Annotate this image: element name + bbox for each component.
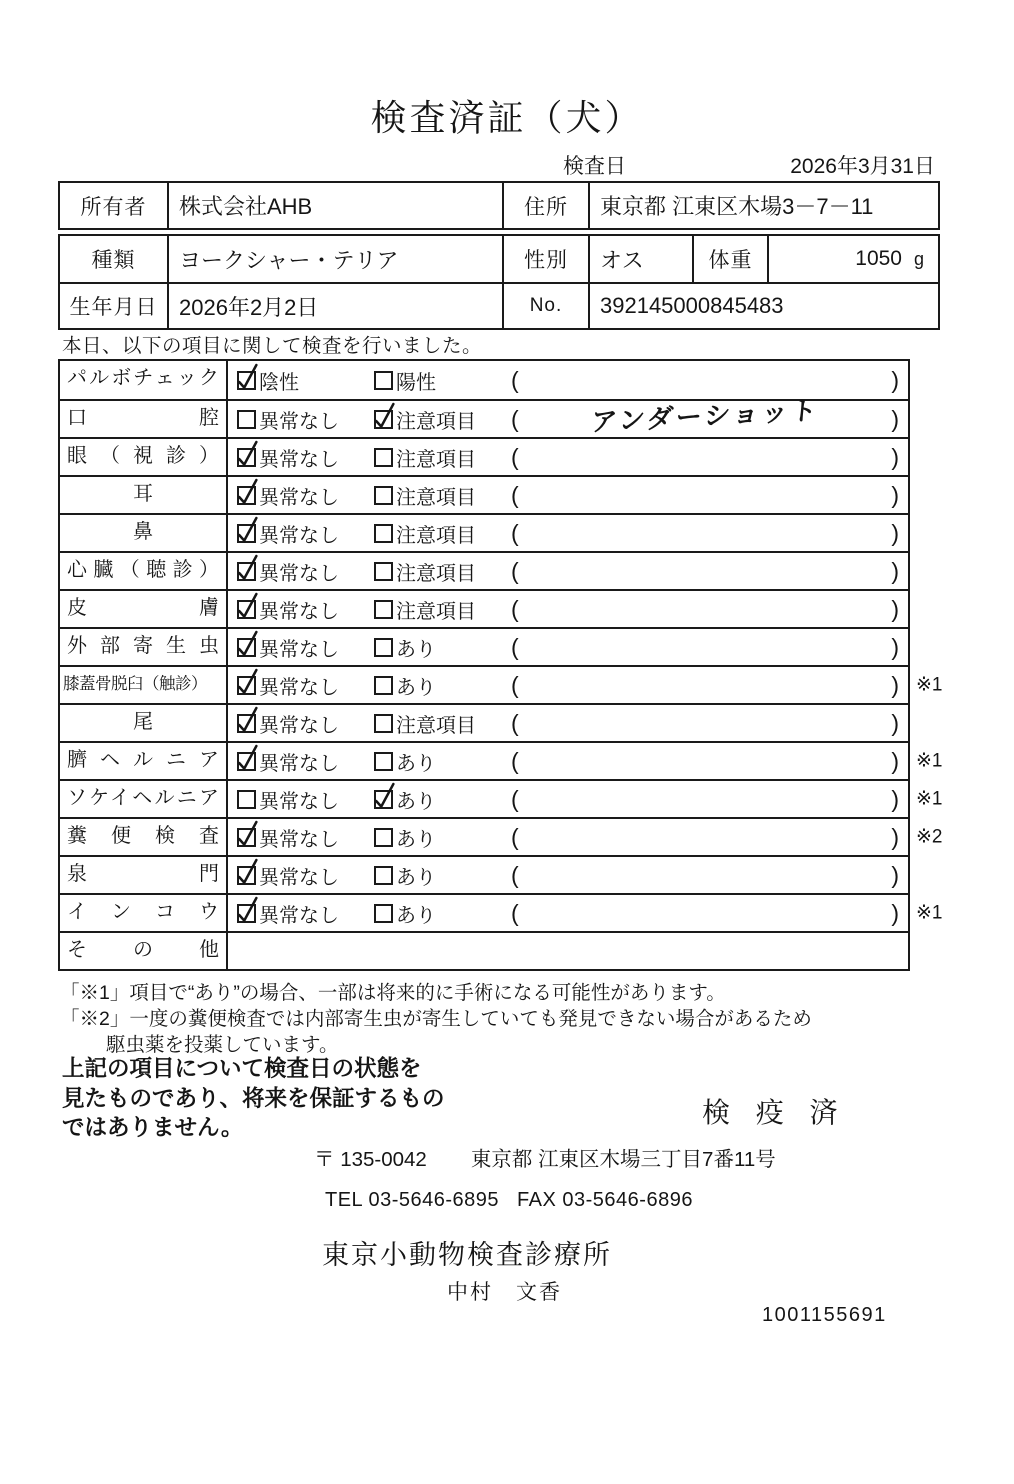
exam-option-1-label: 異常なし	[259, 562, 339, 585]
exam-item-label: 皮膚	[60, 591, 228, 627]
checkbox-icon	[374, 486, 393, 505]
exam-item-label: ソケイヘルニア	[60, 781, 228, 817]
exam-option-1-label: 異常なし	[259, 410, 339, 433]
exam-option-2	[374, 671, 511, 700]
exam-row	[60, 551, 908, 589]
birth-label: 生年月日	[69, 296, 158, 319]
footnote-1: 「※1」項目で“あり”の場合、一部は将来的に手術になる可能性があります。	[60, 982, 726, 1004]
no-label: No.	[502, 284, 588, 328]
exam-option-1-label: 異常なし	[259, 676, 339, 699]
remarks-area	[511, 596, 908, 623]
checkbox-icon	[374, 410, 393, 429]
checkbox-icon	[374, 790, 393, 809]
exam-row	[60, 779, 943, 817]
exam-option-1-label: 異常なし	[259, 790, 339, 813]
exam-option-1	[237, 709, 374, 738]
exam-option-2	[374, 747, 511, 776]
check-mark-icon	[236, 865, 258, 887]
exam-item-label: 外部寄生虫	[60, 629, 228, 665]
inspection-date-label: 検査日	[563, 155, 626, 178]
close-paren: )	[891, 747, 899, 774]
close-paren: )	[891, 405, 899, 432]
checkbox-icon	[237, 486, 256, 505]
checkbox-icon	[237, 790, 256, 809]
exam-option-1	[237, 633, 374, 662]
handwritten-remark: アンダーショット	[589, 394, 821, 437]
checkbox-icon	[237, 562, 256, 581]
check-mark-icon	[236, 751, 258, 773]
close-paren: )	[891, 443, 899, 470]
open-paren: (	[511, 443, 519, 470]
exam-option-2	[374, 823, 511, 852]
exam-item-label: 眼（視診）	[60, 439, 228, 475]
weight-value: 1050	[855, 247, 902, 270]
close-paren: )	[891, 671, 899, 698]
check-mark-icon	[236, 370, 258, 392]
checkbox-icon	[237, 752, 256, 771]
check-mark-icon	[373, 409, 395, 431]
open-paren: (	[511, 405, 519, 432]
exam-option-1	[237, 557, 374, 586]
reference-note: ※1	[916, 750, 943, 772]
exam-option-1-label: 異常なし	[259, 448, 339, 471]
exam-row-content	[228, 591, 908, 627]
breed-value: ヨークシャー・テリア	[167, 236, 502, 282]
check-mark-icon	[236, 599, 258, 621]
checkbox-icon	[237, 410, 256, 429]
exam-option-1-label: 陰性	[259, 371, 299, 394]
close-paren: )	[891, 519, 899, 546]
pet-table	[58, 234, 940, 330]
exam-row-content	[228, 477, 908, 513]
open-paren: (	[511, 481, 519, 508]
open-paren: (	[511, 633, 519, 660]
close-paren: )	[891, 861, 899, 888]
exam-option-1	[237, 861, 374, 890]
exam-option-1-label: 異常なし	[259, 714, 339, 737]
remarks-area	[511, 824, 908, 851]
exam-row-content	[228, 933, 908, 969]
exam-row-content	[228, 394, 908, 437]
open-paren: (	[511, 519, 519, 546]
exam-option-2-label: 注意項目	[396, 714, 476, 737]
check-mark-icon	[236, 637, 258, 659]
exam-option-2-label: 注意項目	[396, 600, 476, 623]
exam-option-1-label: 異常なし	[259, 638, 339, 661]
exam-option-2-label: 注意項目	[396, 410, 476, 433]
exam-option-1	[237, 595, 374, 624]
checkbox-icon	[374, 562, 393, 581]
page-title: 検査済証（犬）	[370, 97, 644, 138]
exam-option-2	[374, 481, 511, 510]
close-paren: )	[891, 785, 899, 812]
exam-option-2-label: あり	[396, 676, 436, 699]
checkbox-icon	[237, 524, 256, 543]
check-mark-icon	[236, 561, 258, 583]
exam-row	[60, 855, 908, 893]
exam-option-1	[237, 519, 374, 548]
checkbox-icon	[374, 828, 393, 847]
remarks-area	[511, 634, 908, 661]
exam-item-label: 鼻	[60, 515, 228, 551]
exam-option-2	[374, 861, 511, 890]
weight-unit: g	[913, 248, 924, 269]
examiner-name: 中村 文香	[447, 1281, 562, 1304]
exam-item-label: パルボチェック	[60, 361, 228, 399]
exam-row	[60, 627, 908, 665]
exam-option-2-label: あり	[396, 790, 436, 813]
exam-option-1	[237, 405, 374, 434]
remarks-area	[511, 786, 908, 813]
footnote-2-line2: 駆虫薬を投薬しています。	[106, 1034, 339, 1056]
exam-option-2	[374, 443, 511, 472]
exam-item-label: 尾	[60, 705, 228, 741]
exam-item-label: 糞便検査	[60, 819, 228, 855]
exam-option-1	[237, 366, 374, 395]
disclaimer-line1: 上記の項目について検査日の状態を	[62, 1056, 422, 1081]
exam-row	[60, 589, 908, 627]
pet-row-2	[60, 282, 938, 328]
close-paren: )	[891, 823, 899, 850]
owner-label: 所有者	[80, 195, 147, 219]
clinic-name: 東京小動物検査診療所	[322, 1240, 612, 1270]
exam-row	[60, 893, 943, 931]
remarks-area	[511, 672, 908, 699]
exam-option-2	[374, 519, 511, 548]
check-mark-icon	[373, 789, 395, 811]
exam-row	[60, 817, 943, 855]
close-paren: )	[891, 709, 899, 736]
exam-option-1	[237, 481, 374, 510]
exam-row-content	[228, 705, 908, 741]
exam-row-content	[228, 857, 908, 893]
open-paren: (	[511, 366, 519, 393]
disclaimer-line3: ではありません。	[62, 1115, 244, 1140]
footnote-2	[60, 1006, 812, 1058]
exam-item-label: 泉門	[60, 857, 228, 893]
open-paren: (	[511, 557, 519, 584]
weight-cell	[767, 236, 938, 282]
close-paren: )	[891, 595, 899, 622]
reference-note: ※1	[916, 674, 943, 696]
open-paren: (	[511, 823, 519, 850]
exam-option-2-label: あり	[396, 866, 436, 889]
exam-option-2	[374, 557, 511, 586]
exam-option-1-label: 異常なし	[259, 866, 339, 889]
owner-row	[60, 183, 938, 228]
check-mark-icon	[236, 485, 258, 507]
checkbox-icon	[374, 752, 393, 771]
birth-value: 2026年2月2日	[167, 284, 502, 328]
checkbox-icon	[237, 866, 256, 885]
disclaimer-text	[62, 1054, 445, 1143]
exam-option-1	[237, 443, 374, 472]
exam-row-content	[228, 515, 908, 551]
exam-option-2-label: 注意項目	[396, 486, 476, 509]
exam-option-2-label: あり	[396, 638, 436, 661]
exam-option-1-label: 異常なし	[259, 600, 339, 623]
exam-row-content	[228, 819, 908, 855]
remarks-area	[511, 482, 908, 509]
exam-row	[60, 475, 908, 513]
reference-note: ※2	[916, 826, 943, 848]
check-mark-icon	[236, 675, 258, 697]
exam-option-1-label: 異常なし	[259, 524, 339, 547]
exam-option-1	[237, 823, 374, 852]
exam-row-content	[228, 439, 908, 475]
exam-row-content	[228, 667, 908, 703]
exam-row	[60, 741, 943, 779]
owner-table	[58, 181, 940, 230]
exam-option-1-label: 異常なし	[259, 752, 339, 775]
exam-option-1	[237, 899, 374, 928]
exam-item-label: 心臓（聴診）	[60, 553, 228, 589]
exam-option-1	[237, 785, 374, 814]
exam-option-2	[374, 366, 511, 395]
inspection-date-row	[563, 150, 935, 180]
exam-option-2-label: 注意項目	[396, 562, 476, 585]
exam-option-2	[374, 633, 511, 662]
exam-option-1-label: 異常なし	[259, 904, 339, 927]
exam-option-2-label: 注意項目	[396, 524, 476, 547]
checkbox-icon	[237, 638, 256, 657]
exam-option-2-label: あり	[396, 752, 436, 775]
exam-row-content	[228, 629, 908, 665]
disclaimer-line2: 見たものであり、将来を保証するもの	[62, 1085, 445, 1111]
exam-option-2-label: あり	[396, 904, 436, 927]
sex-label: 性別	[502, 236, 588, 282]
serial-number: 1001155691	[762, 1304, 887, 1326]
remarks-area	[511, 444, 908, 471]
exam-row-content	[228, 553, 908, 589]
remarks-area	[511, 367, 908, 394]
close-paren: )	[891, 366, 899, 393]
checkbox-icon	[374, 714, 393, 733]
no-value: 392145000845483	[588, 284, 938, 328]
check-mark-icon	[236, 903, 258, 925]
remarks-area	[511, 520, 908, 547]
remarks-area	[511, 748, 908, 775]
quarantine-stamp: 検 疫 済	[702, 1097, 847, 1128]
close-paren: )	[891, 481, 899, 508]
checkbox-icon	[374, 600, 393, 619]
owner-value: 株式会社AHB	[167, 183, 502, 228]
exam-option-1-label: 異常なし	[259, 828, 339, 851]
checkbox-icon	[374, 676, 393, 695]
open-paren: (	[511, 785, 519, 812]
tel-number: TEL 03-5646-6895	[325, 1189, 500, 1211]
sex-value: オス	[588, 236, 692, 282]
checkbox-icon	[237, 828, 256, 847]
remarks-area	[511, 862, 908, 889]
remarks-area	[511, 900, 908, 927]
open-paren: (	[511, 595, 519, 622]
clinic-address-line	[314, 1142, 776, 1172]
exam-option-2-label: 陽性	[396, 371, 436, 394]
exam-option-2-label: あり	[396, 828, 436, 851]
exam-row-content	[228, 743, 908, 779]
checkbox-icon	[374, 524, 393, 543]
exam-item-label: インコウ	[60, 895, 228, 931]
exam-row	[60, 513, 908, 551]
exam-item-label: 膝蓋骨脱臼（触診）	[60, 667, 228, 703]
address-label: 住所	[502, 183, 588, 228]
exam-option-2	[374, 709, 511, 738]
contact-line	[325, 1189, 693, 1212]
footnote-2-line1: 「※2」一度の糞便検査では内部寄生虫が寄生していても発見できない場合があるため	[60, 1008, 812, 1030]
open-paren: (	[511, 747, 519, 774]
open-paren: (	[511, 671, 519, 698]
remarks-area	[511, 394, 908, 438]
check-mark-icon	[236, 713, 258, 735]
intro-text: 本日、以下の項目に関して検査を行いました。	[62, 335, 483, 357]
exam-option-1-label: 異常なし	[259, 486, 339, 509]
checkbox-icon	[374, 866, 393, 885]
exam-row-content	[228, 781, 908, 817]
checkbox-icon	[374, 904, 393, 923]
reference-note: ※1	[916, 788, 943, 810]
exam-item-label: 耳	[60, 477, 228, 513]
exam-item-label: 口腔	[60, 401, 228, 437]
exam-item-label: 臍ヘルニア	[60, 743, 228, 779]
exam-row	[60, 703, 908, 741]
check-mark-icon	[236, 827, 258, 849]
open-paren: (	[511, 861, 519, 888]
address-value: 東京都 江東区木場3－7－11	[588, 183, 938, 228]
remarks-area	[511, 558, 908, 585]
open-paren: (	[511, 709, 519, 736]
exam-option-1	[237, 747, 374, 776]
exam-option-2	[374, 595, 511, 624]
checkbox-icon	[237, 714, 256, 733]
clinic-address: 東京都 江東区木場三丁目7番11号	[470, 1148, 776, 1171]
exam-option-1	[237, 671, 374, 700]
checkbox-icon	[237, 904, 256, 923]
exam-row	[60, 394, 908, 437]
exam-option-2-label: 注意項目	[396, 448, 476, 471]
exam-option-2	[374, 405, 511, 434]
checkbox-icon	[374, 371, 393, 390]
weight-label: 体重	[692, 236, 767, 282]
checkbox-icon	[237, 600, 256, 619]
remarks-area	[511, 710, 908, 737]
inspection-date-value: 2026年3月31日	[790, 155, 935, 178]
close-paren: )	[891, 633, 899, 660]
checkbox-icon	[237, 676, 256, 695]
exam-table	[58, 359, 943, 971]
exam-row	[60, 437, 908, 475]
breed-label: 種類	[91, 249, 136, 272]
check-mark-icon	[236, 447, 258, 469]
postal-code: 〒 135-0042	[314, 1148, 427, 1171]
reference-note: ※1	[916, 902, 943, 924]
pet-row-1	[60, 236, 938, 282]
close-paren: )	[891, 899, 899, 926]
close-paren: )	[891, 557, 899, 584]
exam-option-2	[374, 899, 511, 928]
exam-row	[60, 931, 908, 969]
open-paren: (	[511, 899, 519, 926]
check-mark-icon	[236, 523, 258, 545]
checkbox-icon	[374, 448, 393, 467]
exam-row	[60, 665, 943, 703]
checkbox-icon	[237, 448, 256, 467]
exam-item-label: その他	[60, 933, 228, 969]
fax-number: FAX 03-5646-6896	[517, 1189, 693, 1211]
checkbox-icon	[237, 371, 256, 390]
exam-option-2	[374, 785, 511, 814]
checkbox-icon	[374, 638, 393, 657]
exam-row-content	[228, 895, 908, 931]
